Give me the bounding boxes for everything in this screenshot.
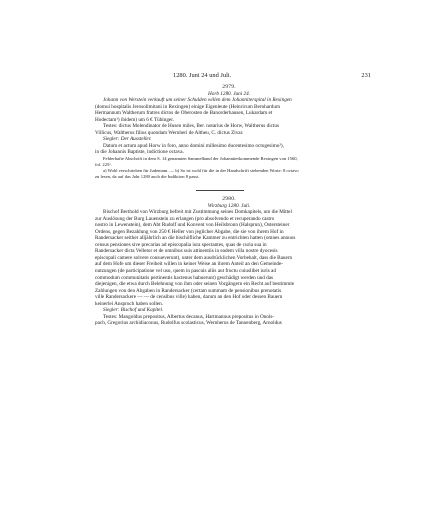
witnesses: pach, Gregorius archidiaconus, Rudolfus scolasticus, Wernherus de Tannenberg, Arnoldus — [95, 320, 282, 327]
place-date: Wirzburg 1280. Juli. — [207, 202, 251, 209]
footnote: a) Wohl verschrieben für Judentam. — b) So ist wohl für die in der Handschrift stehenden Worte: 8 octavo — [103, 167, 299, 173]
summary-line: Randersacker dicta Velletor et de omnibus suis attinentiis in eadem villa nostre dyocesis — [95, 248, 278, 255]
seal-holder: Siegler: Der Aussteller. — [103, 136, 152, 143]
witnesses: Testes: Mangoldus prepositus, Albertus decanus, Hartmannus prepositus in Onols- — [103, 313, 275, 320]
summary-line: nutzungen (de participatione vel usu, quem in pascuis aliis aut fructu cuiuslibet iuris ad — [95, 268, 276, 275]
running-head: 1280. Juni 24 und Juli. — [173, 72, 232, 79]
source-note: Fehlerhafte Abschrift in dem S. 14 genannten Sammelband der Johanniterkommende Rexingen von 1560, — [103, 156, 298, 162]
source-note: fol. 225ᵃ. — [95, 161, 112, 167]
summary-line: census pensiones sive precarias ad episcopalia iura spectantes, quas de curia sua in — [95, 241, 267, 248]
summary-line: Hodectam¹) ibidem) um 6 € Tübinger. — [95, 116, 174, 123]
summary-line: Hermannum Waltherum fratres dictos de Oberosten de Banorderhausen, Lukardam et — [95, 110, 273, 117]
summary-line: diejenigen, die etwa durch Belehnung von ihm oder seinen Vorgängern ein Recht auf bestimmte — [95, 281, 295, 288]
document-2979 — [95, 84, 363, 180]
dating-clause: in die Johannis Baptiste, indictione octava. — [95, 149, 184, 156]
seal-holder: Siegler: Bischof und Kapitel. — [103, 307, 164, 314]
witnesses: Testes: dictus Molendinator de Husen miles, Ber. notarius de Horw, Waltherus dictus — [103, 123, 279, 130]
place-date: Horb 1280. Juni 24. — [208, 90, 250, 97]
document-number: 2979. — [222, 84, 236, 90]
summary-line: Randersacker seither alljährlich an die bischöfliche Kammer zu entrichten hatten (omnes annuos — [95, 235, 296, 242]
witnesses: Villicus, Waltherus filius quondam Wernheri de Altheu, C. dictus Zivar. — [95, 129, 244, 136]
summary-line: zur Auslösung der Burg Lauenstein zu erlangen (pro absolvendo et recuperando castro — [95, 215, 275, 222]
summary-line: (domui hospitalis Jerosolimitani in Rexingen) einige Eigenleute (Heinricum Bernhardum — [95, 103, 280, 110]
document-2980 — [95, 196, 363, 327]
summary-line: commodum communitatis pertinentis hactenus habuerunt) geschädigt werden und das — [95, 274, 274, 281]
summary-line: keinerlei Anspruch haben sollen. — [95, 300, 163, 307]
summary-line: ville Randersackere — — de censibus ville) haben, darum an den Hof oder dessen Bauern — [95, 294, 283, 301]
summary-line: Bischof Berthold von Wirzburg befreit mit Zustimmung seines Domkapitels, um die Mittel — [103, 209, 292, 216]
document-number: 2980. — [222, 196, 236, 202]
summary-line: Johann von Werstein verkauft um seiner Schulden willen dem Johanniterspital in Rexingen — [103, 97, 292, 104]
dating-clause: Datum et actum apud Horw in foro, anno domini millesimo ducentesimo octogesimo²), — [103, 142, 284, 149]
page-number: 231 — [361, 72, 371, 79]
summary-line: Zahlungen von den Abgaben in Randersacker (certam summam de pensionibus prenotatis — [95, 287, 282, 294]
summary-line: nostro in Lewenstein), dem Abt Rudolf und Konvent von Heilsbronn (Halsprun), Ostersteiner — [95, 222, 290, 229]
footnote: zu lesen, da auf das Jahr 1280 auch die Indiktion 8 passt. — [95, 173, 200, 179]
summary-line: Ordens, gegen Bezahlung von 250 € Heller von jeglicher Abgabe, die sie von ihrem Hof in — [95, 228, 284, 235]
summary-line: auf dem Hofe um dieser Freiheit willen in keiner Weise an ihrem Anteil an den Gemeinde- — [95, 261, 284, 268]
summary-line: episcopali camere solvere consueverunt), unter dem ausdrücklichen Vorbehalt, dass die Bauern — [95, 254, 293, 261]
section-divider — [196, 190, 244, 191]
